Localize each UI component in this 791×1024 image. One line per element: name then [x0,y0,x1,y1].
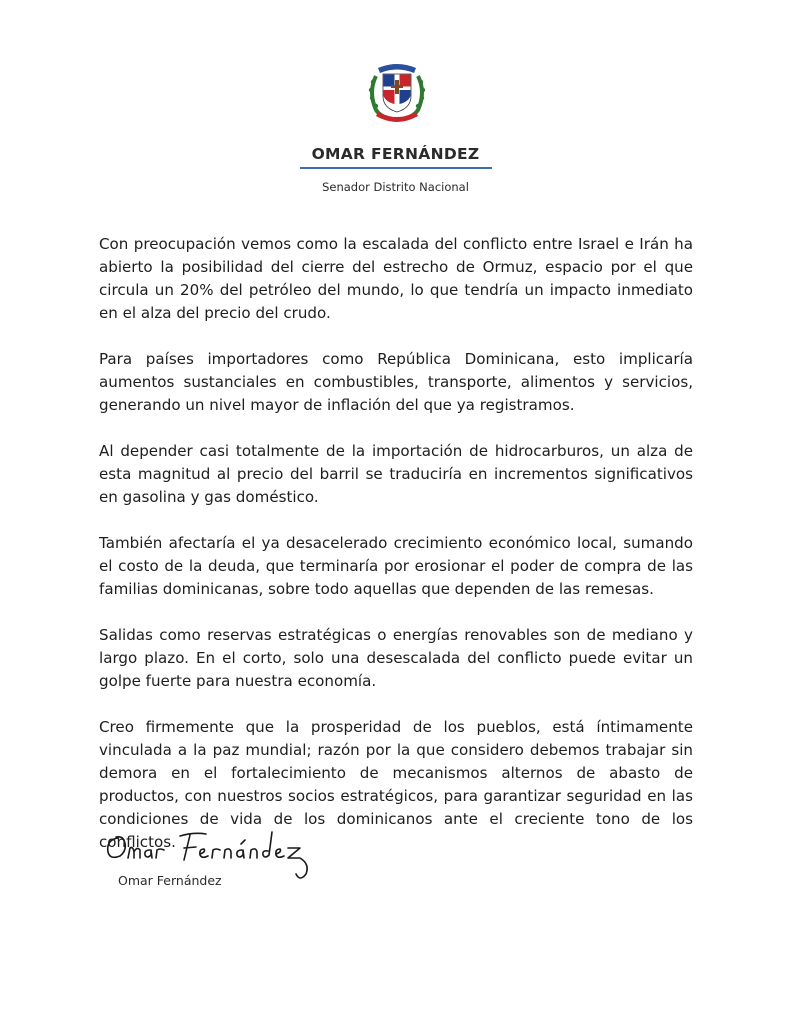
sender-name: OMAR FERNÁNDEZ [311,145,480,163]
paragraph: Para países importadores como República Dominicana, esto implicaría aumentos sustanciales en combustibles, transporte, alimentos y servicios, generando un nivel mayor de inflación del que ya registramos. [99,350,693,414]
letter-body [99,233,693,854]
paragraph: Creo firmemente que la prosperidad de los pueblos, está íntimamente vinculada a la paz mundial; razón por la que considero debemos trabajar sin demora en el fortalecimiento de mecanismos alternos de abasto de productos, con nuestros socios estratégicos, para garantizar seguridad en las condiciones de vida de los dominicanos ante el creciente tono de los conflictos. [99,718,693,851]
paragraph: Al depender casi totalmente de la importación de hidrocarburos, un alza de esta magnitud al precio del barril se traduciría en incrementos significativos en gasolina y gas doméstico. [99,442,693,506]
coat-of-arms-icon [364,58,430,128]
signer-name: Omar Fernández [118,873,222,888]
paragraph: Con preocupación vemos como la escalada del conflicto entre Israel e Irán ha abierto la posibilidad del cierre del estrecho de Ormuz, espacio por el que circula un 20% del petróleo del mundo, lo que tendría un impacto inmediato en el alza del precio del crudo. [99,235,693,322]
sender-title: Senador Distrito Nacional [322,180,469,194]
header-divider [300,167,492,169]
paragraph: Salidas como reservas estratégicas o energías renovables son de mediano y largo plazo. En el corto, solo una desescalada del conflicto puede evitar un golpe fuerte para nuestra economía. [99,626,693,690]
paragraph: También afectaría el ya desacelerado crecimiento económico local, sumando el costo de la deuda, que terminaría por erosionar el poder de compra de las familias dominicanas, sobre todo aquellas que dependen de las remesas. [99,534,693,598]
